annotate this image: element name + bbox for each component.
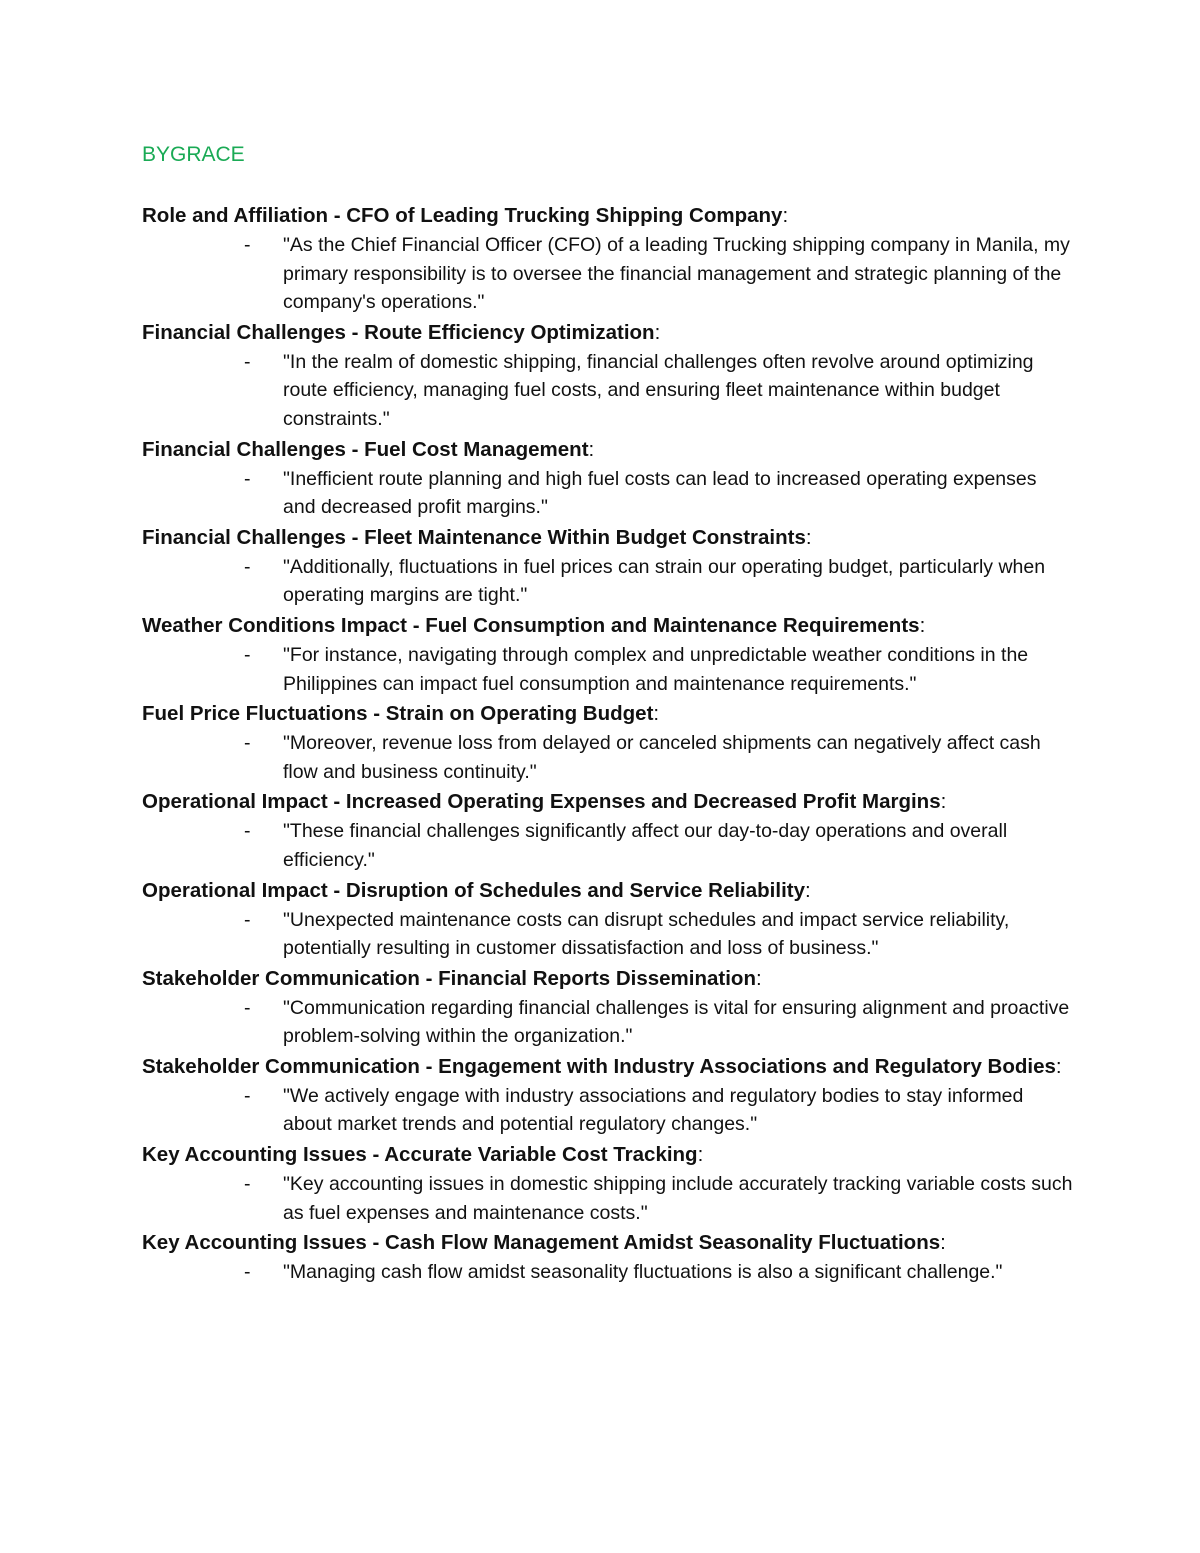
- heading-colon: :: [940, 790, 947, 814]
- section-heading: [142, 1139, 1072, 1170]
- quote-item: [142, 1170, 1072, 1227]
- section-heading: [142, 434, 1072, 465]
- document-title: BYGRACE: [142, 143, 245, 166]
- section-heading-text: Financial Challenges - Fleet Maintenance Within Budget Constraints: [142, 525, 806, 549]
- dash-bullet: -: [244, 234, 251, 256]
- quote-text: "Communication regarding financial challenges is vital for ensuring alignment and proactive problem-solving within the organization.": [283, 996, 1070, 1048]
- section-heading: [142, 963, 1072, 994]
- section-heading-text: Role and Affiliation - CFO of Leading Trucking Shipping Company: [142, 204, 783, 227]
- dash-bullet: -: [244, 555, 251, 578]
- quote-text: "As the Chief Financial Officer (CFO) of a leading Trucking shipping company in Manila, my primary responsibility is to oversee the financial management and strategic planning of the company's operations.": [283, 234, 1070, 314]
- quote-text: "Managing cash flow amidst seasonality fluctuations is also a significant challenge.": [283, 1261, 1003, 1284]
- section-heading-text: Weather Conditions Impact - Fuel Consumption and Maintenance Requirements: [142, 613, 920, 637]
- quote-text: "We actively engage with industry associations and regulatory bodies to stay informed about market trends and potential regulatory changes.": [283, 1084, 1024, 1136]
- quote-item: [142, 553, 1072, 610]
- quote-text: "For instance, navigating through complex and unpredictable weather conditions in the Philippines can impact fuel consumption and maintenance requirements.": [283, 643, 1029, 695]
- section-heading: [142, 1227, 1072, 1258]
- quote-item: [142, 906, 1072, 963]
- section-heading: [142, 875, 1072, 906]
- document-page: [142, 138, 1072, 1287]
- section: [142, 786, 1072, 874]
- section-heading-text: Key Accounting Issues - Cash Flow Management Amidst Seasonality Fluctuations: [142, 1231, 941, 1255]
- heading-colon: :: [588, 437, 595, 461]
- dash-bullet: -: [244, 350, 251, 373]
- section-heading: [142, 200, 1072, 231]
- quote-item: [142, 817, 1072, 874]
- heading-colon: :: [697, 1143, 704, 1167]
- quote-text: "Moreover, revenue loss from delayed or canceled shipments can negatively affect cash flow and business continuity.": [283, 732, 1041, 783]
- quote-text: "Inefficient route planning and high fuel costs can lead to increased operating expenses and decreased profit margins.": [283, 467, 1037, 519]
- section-heading: [142, 610, 1072, 641]
- dash-bullet: -: [244, 820, 251, 843]
- dash-bullet: -: [244, 908, 251, 931]
- quote-text: "These financial challenges significantly affect our day-to-day operations and overall efficiency.": [283, 820, 1008, 871]
- section: [142, 200, 1072, 317]
- dash-bullet: -: [244, 732, 251, 755]
- section: [142, 698, 1072, 786]
- quote-item: [142, 1258, 1072, 1287]
- heading-colon: :: [919, 613, 926, 637]
- dash-bullet: -: [244, 467, 251, 490]
- heading-colon: :: [940, 1231, 946, 1255]
- heading-colon: :: [782, 204, 789, 227]
- heading-colon: :: [653, 702, 660, 726]
- section-heading-text: Financial Challenges - Route Efficiency Optimization: [142, 320, 655, 344]
- section-heading-text: Stakeholder Communication - Engagement with Industry Associations and Regulatory Bodies: [142, 1054, 1056, 1078]
- quote-item: [142, 729, 1072, 786]
- dash-bullet: -: [244, 1084, 251, 1107]
- quote-item: [142, 348, 1072, 434]
- section: [142, 522, 1072, 610]
- section-heading-text: Fuel Price Fluctuations - Strain on Operating Budget: [142, 702, 654, 726]
- quote-text: "Unexpected maintenance costs can disrupt schedules and impact service reliability, potentially resulting in customer dissatisfaction and loss of business.": [283, 908, 1010, 960]
- dash-bullet: -: [244, 1173, 251, 1196]
- section: [142, 963, 1072, 1051]
- section-heading: [142, 522, 1072, 553]
- dash-bullet: -: [244, 643, 251, 666]
- quote-text: "Additionally, fluctuations in fuel prices can strain our operating budget, particularly when operating margins are tight.": [283, 555, 1046, 607]
- section-heading-text: Financial Challenges - Fuel Cost Management: [142, 437, 589, 461]
- section-heading-text: Operational Impact - Increased Operating Expenses and Decreased Profit Margins: [142, 790, 941, 814]
- section-heading: [142, 698, 1072, 729]
- section: [142, 1139, 1072, 1227]
- quote-item: [142, 231, 1072, 317]
- section: [142, 434, 1072, 522]
- dash-bullet: -: [244, 1261, 251, 1284]
- section-heading-text: Stakeholder Communication - Financial Reports Dissemination: [142, 966, 756, 990]
- section: [142, 317, 1072, 434]
- heading-colon: :: [755, 966, 762, 990]
- section-heading: [142, 1051, 1072, 1082]
- section: [142, 610, 1072, 698]
- heading-colon: :: [805, 525, 812, 549]
- quote-item: [142, 994, 1072, 1051]
- section: [142, 875, 1072, 963]
- section: [142, 1051, 1072, 1139]
- section-heading: [142, 786, 1072, 817]
- section-heading-text: Operational Impact - Disruption of Schedules and Service Reliability: [142, 878, 805, 902]
- quote-item: [142, 641, 1072, 698]
- section-heading-text: Key Accounting Issues - Accurate Variable Cost Tracking: [142, 1143, 698, 1167]
- section-list: [142, 200, 1072, 1287]
- dash-bullet: -: [244, 996, 251, 1019]
- heading-colon: :: [805, 878, 811, 902]
- quote-text: "In the realm of domestic shipping, financial challenges often revolve around optimizing route efficiency, managing fuel costs, and ensuring fleet maintenance within budget constraints.": [283, 350, 1034, 430]
- quote-text: "Key accounting issues in domestic shipping include accurately tracking variable costs such as fuel expenses and maintenance costs.": [283, 1173, 1073, 1224]
- heading-colon: :: [654, 320, 661, 344]
- quote-item: [142, 1082, 1072, 1139]
- heading-colon: :: [1055, 1054, 1062, 1078]
- section-heading: [142, 317, 1072, 348]
- quote-item: [142, 465, 1072, 522]
- section: [142, 1227, 1072, 1287]
